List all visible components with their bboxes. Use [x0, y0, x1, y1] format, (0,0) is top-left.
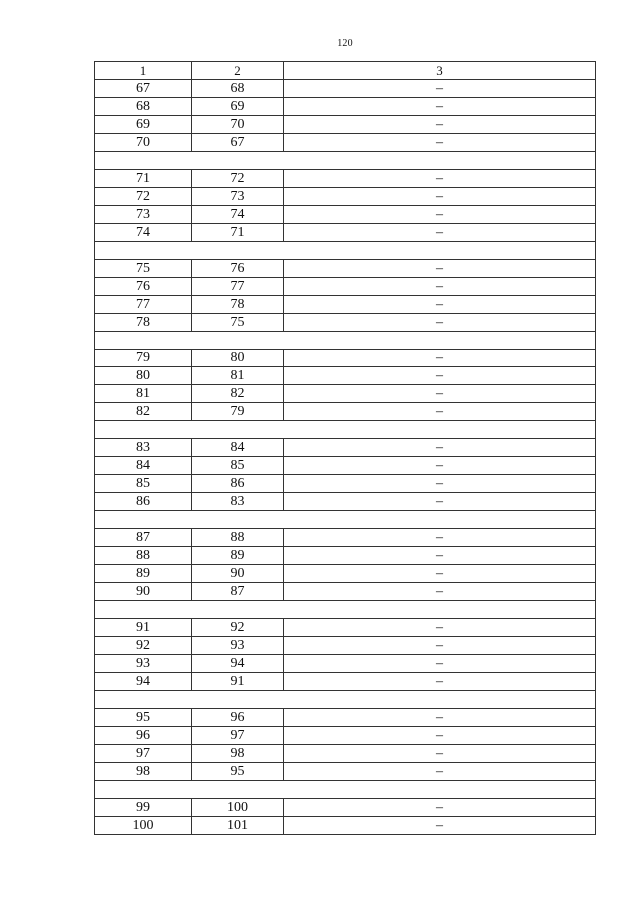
table-cell-col-2: 78 — [192, 295, 284, 313]
table-cell-col-2: 84 — [192, 439, 284, 457]
group-separator-row — [95, 421, 596, 439]
table-cell-col-3: – — [284, 816, 596, 834]
separator-cell — [95, 511, 596, 529]
table-cell-col-1: 76 — [95, 277, 192, 295]
table-cell-col-3: – — [284, 205, 596, 223]
separator-cell — [95, 421, 596, 439]
table-cell-col-1: 91 — [95, 619, 192, 637]
table-cell-col-3: – — [284, 475, 596, 493]
table-cell-col-1: 67 — [95, 79, 192, 97]
table-row — [95, 565, 596, 583]
table-row — [95, 295, 596, 313]
separator-cell — [95, 151, 596, 169]
table-row — [95, 313, 596, 331]
table-cell-col-1: 73 — [95, 205, 192, 223]
table-row — [95, 367, 596, 385]
table-cell-col-1: 78 — [95, 313, 192, 331]
table-cell-col-3: – — [284, 169, 596, 187]
table-cell-col-2: 67 — [192, 133, 284, 151]
column-header-1: 1 — [95, 62, 192, 80]
table-row — [95, 744, 596, 762]
table-cell-col-2: 69 — [192, 97, 284, 115]
table-cell-col-3: – — [284, 79, 596, 97]
group-separator-row — [95, 331, 596, 349]
table-cell-col-2: 72 — [192, 169, 284, 187]
group-separator-row — [95, 241, 596, 259]
table-cell-col-2: 76 — [192, 259, 284, 277]
table-cell-col-1: 99 — [95, 798, 192, 816]
table-cell-col-3: – — [284, 295, 596, 313]
table-cell-col-3: – — [284, 547, 596, 565]
table-cell-col-2: 79 — [192, 403, 284, 421]
table-cell-col-3: – — [284, 672, 596, 690]
table-cell-col-1: 85 — [95, 475, 192, 493]
table-cell-col-1: 81 — [95, 385, 192, 403]
group-separator-row — [95, 511, 596, 529]
table-cell-col-2: 68 — [192, 79, 284, 97]
table-cell-col-3: – — [284, 313, 596, 331]
table-cell-col-1: 95 — [95, 708, 192, 726]
table-cell-col-3: – — [284, 223, 596, 241]
table-cell-col-3: – — [284, 619, 596, 637]
table-cell-col-2: 77 — [192, 277, 284, 295]
table-cell-col-2: 95 — [192, 762, 284, 780]
table-cell-col-3: – — [284, 457, 596, 475]
table-cell-col-1: 98 — [95, 762, 192, 780]
group-separator-row — [95, 780, 596, 798]
table-cell-col-2: 83 — [192, 493, 284, 511]
table-row — [95, 79, 596, 97]
table-cell-col-1: 80 — [95, 367, 192, 385]
column-header-2: 2 — [192, 62, 284, 80]
table-cell-col-2: 88 — [192, 529, 284, 547]
table-cell-col-1: 97 — [95, 744, 192, 762]
table-cell-col-2: 93 — [192, 637, 284, 655]
table-cell-col-3: – — [284, 654, 596, 672]
table-cell-col-1: 96 — [95, 726, 192, 744]
table-row — [95, 169, 596, 187]
table-cell-col-2: 92 — [192, 619, 284, 637]
table-cell-col-3: – — [284, 637, 596, 655]
table-cell-col-2: 82 — [192, 385, 284, 403]
table-cell-col-1: 82 — [95, 403, 192, 421]
table-row — [95, 654, 596, 672]
table-cell-col-3: – — [284, 493, 596, 511]
table-body — [95, 62, 596, 835]
table-cell-col-3: – — [284, 744, 596, 762]
table-cell-col-1: 74 — [95, 223, 192, 241]
table-cell-col-2: 75 — [192, 313, 284, 331]
separator-cell — [95, 241, 596, 259]
table-row — [95, 133, 596, 151]
table-cell-col-2: 97 — [192, 726, 284, 744]
table-row — [95, 205, 596, 223]
table-row — [95, 637, 596, 655]
table-row — [95, 97, 596, 115]
table-row — [95, 547, 596, 565]
table-cell-col-1: 77 — [95, 295, 192, 313]
table-cell-col-3: – — [284, 133, 596, 151]
table-cell-col-3: – — [284, 367, 596, 385]
table-cell-col-3: – — [284, 762, 596, 780]
table-cell-col-2: 100 — [192, 798, 284, 816]
table-cell-col-3: – — [284, 97, 596, 115]
table-cell-col-2: 101 — [192, 816, 284, 834]
table-row — [95, 187, 596, 205]
group-separator-row — [95, 151, 596, 169]
page-number: 120 — [337, 38, 353, 49]
table-cell-col-1: 88 — [95, 547, 192, 565]
column-header-3: 3 — [284, 62, 596, 80]
group-separator-row — [95, 690, 596, 708]
table-row — [95, 385, 596, 403]
table-cell-col-2: 81 — [192, 367, 284, 385]
table-cell-col-3: – — [284, 439, 596, 457]
table-cell-col-3: – — [284, 385, 596, 403]
separator-cell — [95, 331, 596, 349]
table-header-row — [95, 62, 596, 80]
table-row — [95, 115, 596, 133]
table-cell-col-1: 94 — [95, 672, 192, 690]
table-cell-col-1: 90 — [95, 583, 192, 601]
table-cell-col-1: 71 — [95, 169, 192, 187]
table-cell-col-1: 70 — [95, 133, 192, 151]
table-cell-col-2: 86 — [192, 475, 284, 493]
table-row — [95, 223, 596, 241]
table-row — [95, 583, 596, 601]
table-row — [95, 619, 596, 637]
table-cell-col-3: – — [284, 583, 596, 601]
table-cell-col-1: 86 — [95, 493, 192, 511]
table-row — [95, 403, 596, 421]
table-row — [95, 439, 596, 457]
table-cell-col-3: – — [284, 115, 596, 133]
table-cell-col-2: 85 — [192, 457, 284, 475]
table-row — [95, 475, 596, 493]
table-row — [95, 349, 596, 367]
table-cell-col-1: 84 — [95, 457, 192, 475]
table-cell-col-1: 72 — [95, 187, 192, 205]
table-cell-col-3: – — [284, 798, 596, 816]
table-cell-col-2: 71 — [192, 223, 284, 241]
table-cell-col-2: 89 — [192, 547, 284, 565]
group-separator-row — [95, 601, 596, 619]
table-row — [95, 816, 596, 834]
table-cell-col-1: 100 — [95, 816, 192, 834]
table-row — [95, 798, 596, 816]
table-cell-col-3: – — [284, 187, 596, 205]
table-cell-col-2: 96 — [192, 708, 284, 726]
table-cell-col-2: 91 — [192, 672, 284, 690]
table-cell-col-3: – — [284, 349, 596, 367]
table-cell-col-3: – — [284, 565, 596, 583]
table-cell-col-1: 69 — [95, 115, 192, 133]
table-cell-col-2: 94 — [192, 654, 284, 672]
data-table — [94, 61, 596, 835]
table-row — [95, 259, 596, 277]
separator-cell — [95, 601, 596, 619]
table-cell-col-2: 90 — [192, 565, 284, 583]
table-cell-col-1: 79 — [95, 349, 192, 367]
table-row — [95, 708, 596, 726]
table-row — [95, 529, 596, 547]
table-cell-col-3: – — [284, 259, 596, 277]
table-cell-col-3: – — [284, 529, 596, 547]
table-cell-col-2: 73 — [192, 187, 284, 205]
table-cell-col-1: 93 — [95, 654, 192, 672]
table-cell-col-3: – — [284, 277, 596, 295]
table-row — [95, 672, 596, 690]
separator-cell — [95, 690, 596, 708]
table-cell-col-1: 92 — [95, 637, 192, 655]
table-cell-col-2: 74 — [192, 205, 284, 223]
table-row — [95, 277, 596, 295]
table-cell-col-2: 80 — [192, 349, 284, 367]
table-row — [95, 457, 596, 475]
table-cell-col-1: 83 — [95, 439, 192, 457]
table-cell-col-1: 75 — [95, 259, 192, 277]
table-cell-col-2: 98 — [192, 744, 284, 762]
table-row — [95, 762, 596, 780]
table-cell-col-2: 70 — [192, 115, 284, 133]
table-cell-col-3: – — [284, 403, 596, 421]
table-cell-col-1: 68 — [95, 97, 192, 115]
table-row — [95, 493, 596, 511]
table-cell-col-3: – — [284, 726, 596, 744]
separator-cell — [95, 780, 596, 798]
table-row — [95, 726, 596, 744]
table-cell-col-3: – — [284, 708, 596, 726]
table-cell-col-1: 87 — [95, 529, 192, 547]
table-cell-col-2: 87 — [192, 583, 284, 601]
table-cell-col-1: 89 — [95, 565, 192, 583]
